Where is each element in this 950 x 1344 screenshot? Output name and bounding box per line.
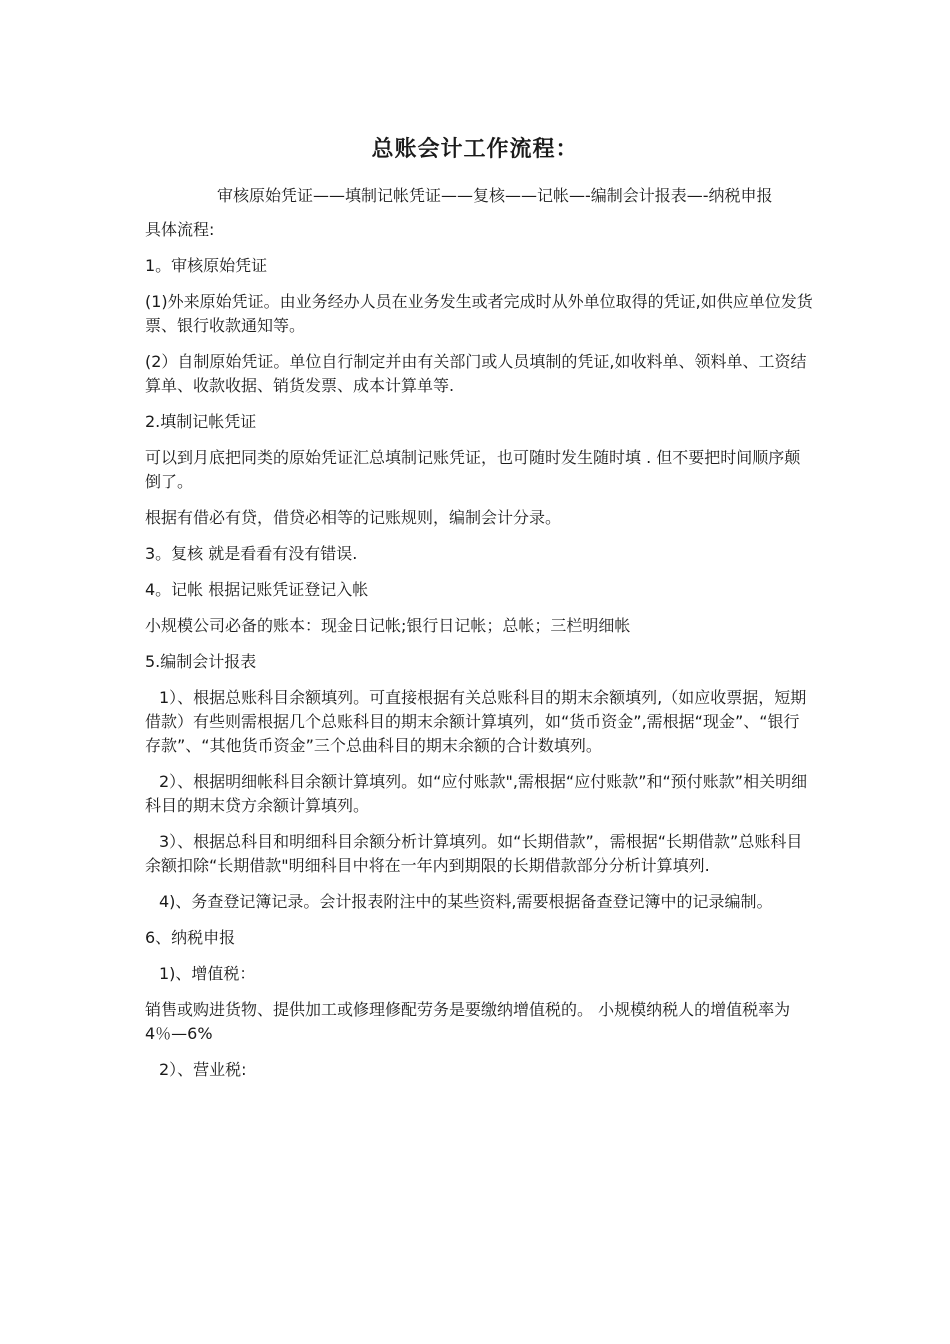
step-6-item-2-heading: 2）、营业税: (159, 1060, 247, 1079)
step-4-heading: 4。记帐 根据记账凭证登记入帐 (145, 580, 369, 599)
step-2-text-2: 根据有借必有贷，借贷必相等的记账规则，编制会计分录。 (145, 508, 562, 527)
step-6-item-1-heading: 1)、增值税： (159, 964, 256, 983)
step-5-item-4: 4)、务查登记簿记录。会计报表附注中的某些资料,需要根据备查登记簿中的记录编制。 (159, 892, 773, 911)
step-5-heading: 5.编制会计报表 (145, 652, 257, 671)
step-5-item-1: 1）、根据总账科目余额填列。可直接根据有关总账科目的期末余额填列,（如应收票据，短期借款）有些则需根据几个总账科目的期末余额计算填列，如“货币资金”,需根据“现金”、“银行存款”、“其他货币资金”三个总曲科目的期末余额的合计数填列。 (145, 688, 807, 755)
step-5-item-3: 3）、根据总科目和明细科目余额分析计算填列。如“长期借款”，需根据“长期借款”总账科目余额扣除“长期借款"明细科目中将在一年内到期限的长期借款部分分析计算填列. (145, 832, 803, 875)
step-2-heading: 2.填制记帐凭证 (145, 412, 257, 431)
section-heading-detailed-process: 具体流程: (145, 220, 215, 239)
step-4-text: 小规模公司必备的账本：现金日记帐;银行日记帐；总帐；三栏明细帐 (145, 616, 631, 635)
process-overview: 审核原始凭证——填制记帐凭证——复核——记帐—-编制会计报表—-纳税申报 (217, 186, 773, 205)
step-3-heading: 3。复核 就是看看有没有错误. (145, 544, 358, 563)
step-2-text-1: 可以到月底把同类的原始凭证汇总填制记账凭证，也可随时发生随时填 . 但不要把时间顺序颠倒了。 (145, 448, 801, 491)
step-5-item-2: 2）、根据明细帐科目余额计算填列。如“应付账款",需根据“应付账款”和“预付账款”相关明细科目的期末贷方余额计算填列。 (145, 772, 808, 815)
page-title: 总账会计工作流程： (371, 137, 579, 162)
step-6-item-1-text: 销售或购进货物、提供加工或修理修配劳务是要缴纳增值税的。 小规模纳税人的增值税率为 4％—6% (145, 1000, 791, 1043)
step-1-item-2: (2）自制原始凭证。单位自行制定并由有关部门或人员填制的凭证,如收料单、领料单、工资结算单、收款收据、销货发票、成本计算单等. (145, 352, 807, 395)
document-body (145, 184, 813, 1094)
step-1-item-1: (1)外来原始凭证。由业务经办人员在业务发生或者完成时从外单位取得的凭证,如供应单位发货票、银行收款通知等。 (145, 292, 813, 335)
step-6-heading: 6、纳税申报 (145, 928, 236, 947)
step-1-heading: 1。审核原始凭证 (145, 256, 268, 275)
